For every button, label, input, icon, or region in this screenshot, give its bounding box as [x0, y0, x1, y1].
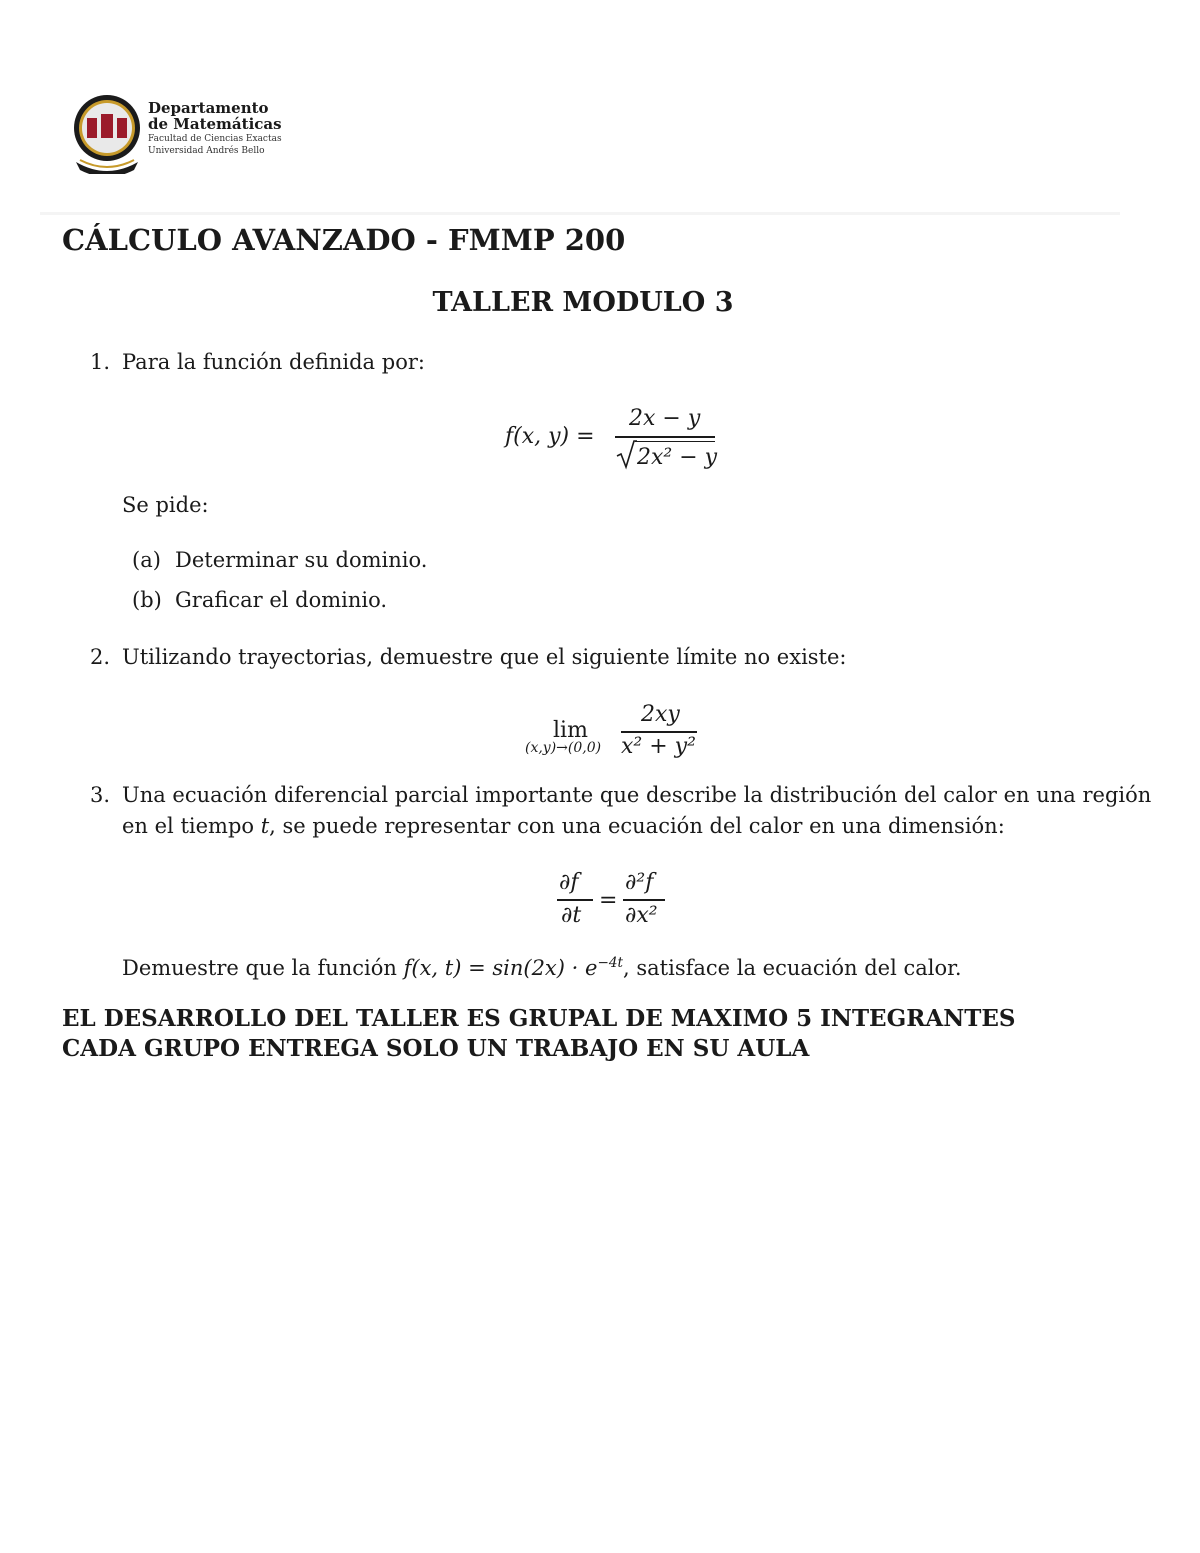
lim-subscript: (x,y)→(0,0): [525, 740, 602, 756]
eq-lhs-numerator: ∂f: [559, 870, 579, 895]
document-title: TALLER MODULO 3: [432, 287, 734, 318]
university-name: Universidad Andrés Bello: [148, 146, 265, 156]
item-a-text: Determinar su dominio.: [175, 548, 428, 572]
header-divider: [40, 212, 1120, 215]
lim-operator: lim: [553, 718, 588, 743]
limit-numerator: 2xy: [641, 702, 680, 727]
formula-numerator: 2x − y: [629, 406, 701, 431]
heat-equation: [555, 868, 675, 932]
department-name: Departamento: [148, 99, 269, 117]
eq-rhs-denominator: ∂x²: [625, 903, 658, 928]
eq-rhs-bar: [623, 899, 665, 901]
demuestre-part-a: Demuestre que la función: [122, 956, 404, 980]
problem-3-text-line2: [122, 812, 1005, 840]
sqrt-bar: [635, 441, 715, 442]
group-note-line1: EL DESARROLLO DEL TALLER ES GRUPAL DE MAXIMO 5 INTEGRANTES: [62, 1005, 1016, 1032]
limit-fraction-bar: [621, 731, 697, 733]
demuestre-part-b: , satisface la ecuación del calor.: [623, 956, 962, 980]
problem-1-number: 1.: [90, 350, 111, 374]
course-title: CÁLCULO AVANZADO - FMMP 200: [62, 223, 626, 257]
heat-solution-formula: f(x, t) = sin(2x) · e: [403, 956, 598, 980]
eq-equals: =: [599, 888, 618, 913]
time-variable: t: [260, 814, 270, 838]
formula-denominator: 2x² − y: [637, 445, 718, 470]
se-pide: Se pide:: [122, 493, 209, 517]
problem-3-text-line1: Una ecuación diferencial parcial importante que describe la distribución del calor en una región: [122, 783, 1152, 807]
problem-1-formula: [505, 400, 725, 476]
text-line2-part-b: , se puede representar con una ecuación del calor en una dimensión:: [269, 814, 1005, 838]
problem-2-text: Utilizando trayectorias, demuestre que el siguiente límite no existe:: [122, 645, 847, 669]
problem-2-number: 2.: [90, 645, 111, 669]
problem-3-demuestre: [122, 949, 962, 982]
eq-lhs-denominator: ∂t: [561, 903, 582, 928]
university-logo: [72, 90, 142, 174]
problem-1-text: Para la función definida por:: [122, 350, 425, 374]
department-name-line2: de Matemáticas: [148, 115, 282, 133]
limit-denominator: x² + y²: [621, 734, 696, 759]
problem-2-limit: [525, 700, 705, 764]
eq-lhs-bar: [557, 899, 593, 901]
exponent: −4t: [597, 955, 624, 971]
fraction-bar: [615, 436, 715, 438]
eq-rhs-numerator: ∂²f: [625, 870, 654, 895]
item-b-text: Graficar el dominio.: [175, 588, 388, 612]
item-b-label: (b): [132, 588, 162, 612]
formula-lhs: f(x, y) =: [505, 424, 595, 449]
problem-3-number: 3.: [90, 783, 111, 807]
sqrt-symbol: [615, 440, 637, 470]
group-note-line2: CADA GRUPO ENTREGA SOLO UN TRABAJO EN SU AULA: [62, 1035, 810, 1062]
text-line2-part-a: en el tiempo: [122, 814, 261, 838]
faculty-name: Facultad de Ciencias Exactas: [148, 134, 282, 144]
item-a-label: (a): [132, 548, 161, 572]
